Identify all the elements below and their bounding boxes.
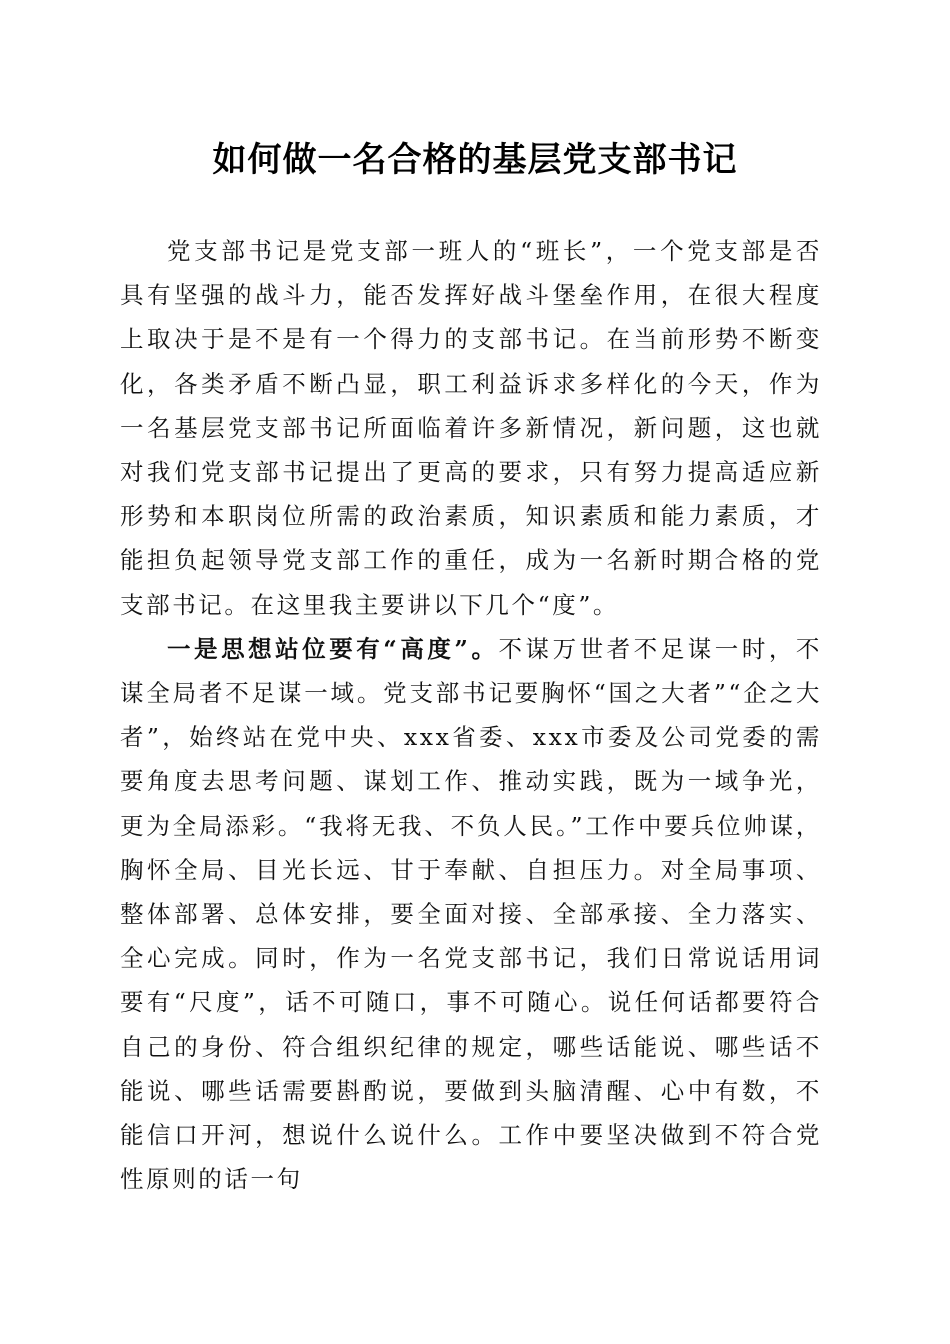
paragraph-intro	[120, 229, 822, 627]
document-body	[120, 229, 822, 1201]
document-title: 如何做一名合格的基层党支部书记	[212, 140, 738, 180]
paragraph-lead-heading: 一是思想站位要有“高度”。	[167, 634, 499, 663]
paragraph-point-one	[120, 627, 822, 1202]
paragraph-text: 党支部书记是党支部一班人的“班长”，一个党支部是否具有坚强的战斗力，能否发挥好战斗堡垒作用，在很大程度上取决于是不是有一个得力的支部书记。在当前形势不断变化，各类矛盾不断凸显，职工利益诉求多样化的今天，作为一名基层党支部书记所面临着许多新情况，新问题，这也就对我们党支部书记提出了更高的要求，只有努力提高适应新形势和本职岗位所需的政治素质，知识素质和能力素质，才能担负起领导党支部工作的重任，成为一名新时期合格的党支部书记。在这里我主要讲以下几个“度”。	[120, 237, 822, 619]
paragraph-text: 不谋万世者不足谋一时，不谋全局者不足谋一域。党支部书记要胸怀“国之大者”“企之大者”，始终站在党中央、xxx省委、xxx市委及公司党委的需要角度去思考问题、谋划工作、推动实践，既为一域争光，更为全局添彩。“我将无我、不负人民。”工作中要兵位帅谋，胸怀全局、目光长远、甘于奉献、自担压力。对全局事项、整体部署、总体安排，要全面对接、全部承接、全力落实、全心完成。同时，作为一名党支部书记，我们日常说话用词要有“尺度”，话不可随口，事不可随心。说任何话都要符合自己的身份、符合组织纪律的规定，哪些话能说、哪些话不能说、哪些话需要斟酌说，要做到头脑清醒、心中有数，不能信口开河，想说什么说什么。工作中要坚决做到不符合党性原则的话一句	[120, 634, 822, 1194]
